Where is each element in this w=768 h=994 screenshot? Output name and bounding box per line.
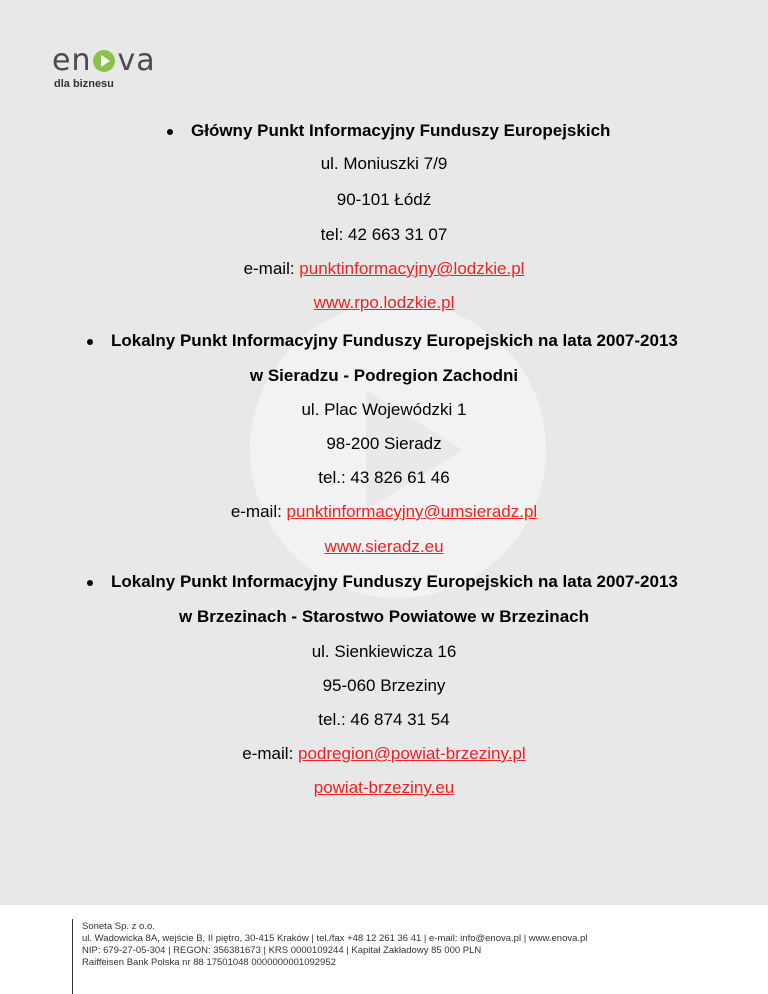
entry-address: ul. Moniuszki 7/9	[320, 154, 448, 173]
footer-bank: Raiffeisen Bank Polska nr 88 17501048 0000000001092952	[82, 957, 336, 968]
bullet-icon	[167, 129, 173, 135]
entry-email-line: e-mail: podregion@powiat-brzeziny.pl	[242, 744, 526, 763]
enova-logo: en va dla biznesu	[52, 43, 156, 90]
footer-address: ul. Wadowicka 8A, wejście B, II piętro, 30-415 Kraków | tel./fax +48 12 261 36 41 | e-mail: info@enova.pl | www.enova.pl	[82, 933, 588, 944]
entry-website-line	[0, 778, 768, 798]
entry-city: 90-101 Łódź	[336, 190, 432, 209]
website-link[interactable]: www.rpo.lodzkie.pl	[313, 293, 455, 312]
footer-company: Soneta Sp. z o.o.	[82, 921, 155, 932]
entry-heading: Lokalny Punkt Informacyjny Funduszy Europejskich na lata 2007-2013	[87, 572, 678, 592]
entry-website-line	[0, 293, 768, 313]
entry-email-line: e-mail: punktinformacyjny@lodzkie.pl	[243, 259, 525, 278]
entry-phone: tel.: 43 826 61 46	[318, 468, 450, 487]
entry-city: 98-200 Sieradz	[326, 434, 442, 453]
footer-divider	[72, 919, 73, 994]
entry-address: ul. Plac Wojewódzki 1	[301, 400, 467, 419]
entry-phone: tel: 42 663 31 07	[320, 225, 448, 244]
footer-registration: NIP: 679-27-05-304 | REGON: 356381673 | KRS 0000109244 | Kapitał Zakładowy 85 000 PLN	[82, 945, 482, 956]
entry-website-line	[0, 537, 768, 557]
entry-heading: Lokalny Punkt Informacyjny Funduszy Europejskich na lata 2007-2013	[87, 331, 678, 351]
entry-heading: Główny Punkt Informacyjny Funduszy Europejskich	[167, 121, 610, 141]
entry-email-line: e-mail: punktinformacyjny@umsieradz.pl	[230, 502, 538, 521]
entry-phone: tel.: 46 874 31 54	[318, 710, 450, 729]
email-link[interactable]: punktinformacyjny@umsieradz.pl	[286, 502, 538, 521]
website-link[interactable]: powiat-brzeziny.eu	[313, 778, 455, 797]
website-link[interactable]: www.sieradz.eu	[324, 537, 444, 556]
page-footer	[0, 905, 768, 994]
entry-city: 95-060 Brzeziny	[322, 676, 446, 695]
bullet-icon	[87, 339, 93, 345]
entry-heading-continued: w Brzezinach - Starostwo Powiatowe w Brzezinach	[179, 607, 589, 626]
email-link[interactable]: podregion@powiat-brzeziny.pl	[298, 744, 526, 763]
email-link[interactable]: punktinformacyjny@lodzkie.pl	[299, 259, 525, 278]
logo-tagline: dla biznesu	[54, 78, 114, 90]
bullet-icon	[87, 580, 93, 586]
entry-heading-continued: w Sieradzu - Podregion Zachodni	[249, 366, 519, 385]
entry-address: ul. Sienkiewicza 16	[311, 642, 457, 661]
logo-play-icon	[93, 50, 115, 72]
